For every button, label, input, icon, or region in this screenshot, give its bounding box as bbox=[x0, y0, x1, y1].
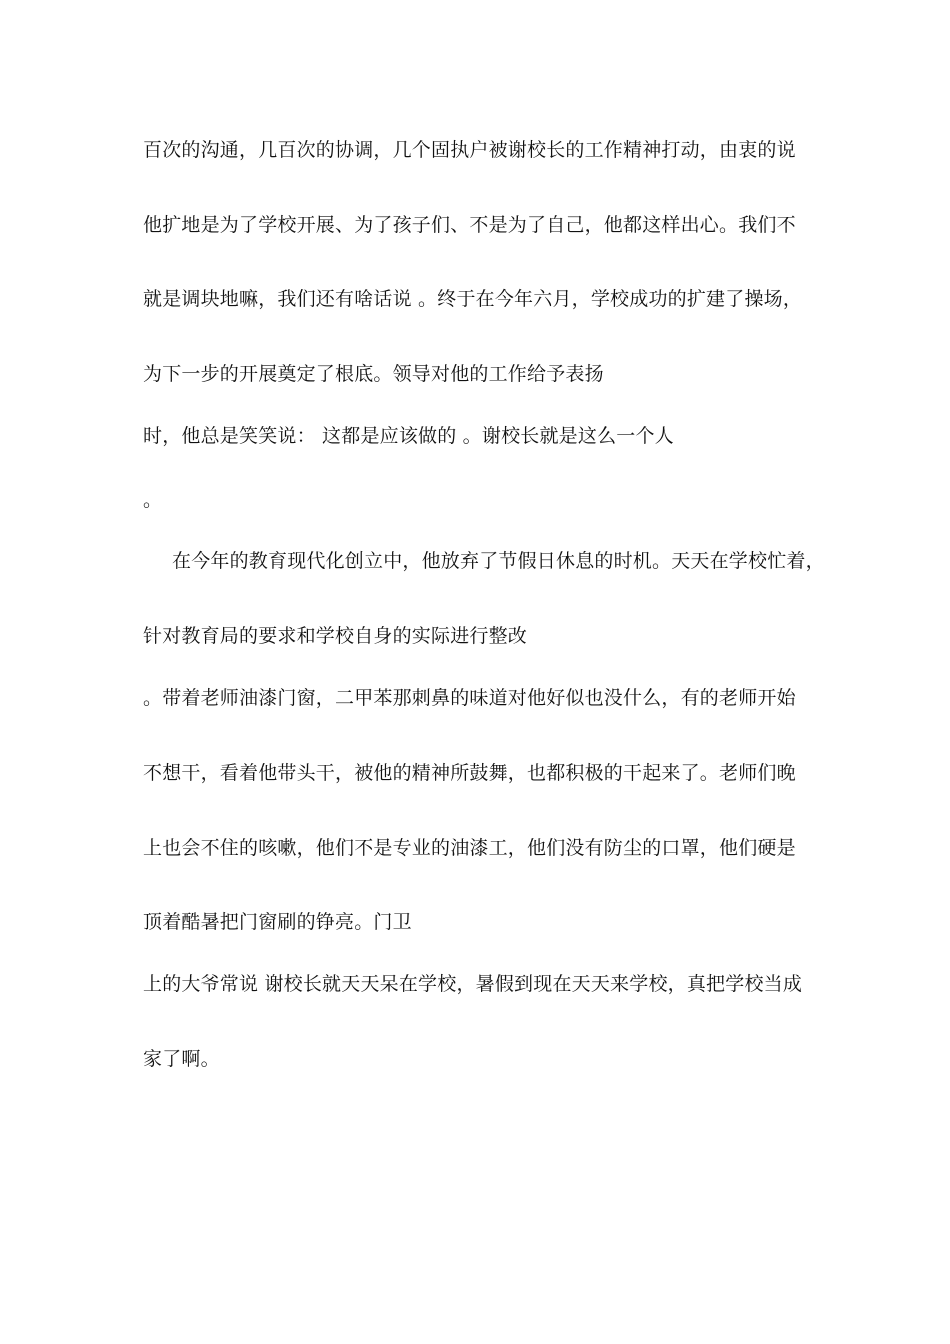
text-line: 时，他总是笑笑说： 这都是应该做的 。谢校长就是这么一个人 bbox=[143, 425, 674, 447]
text-line: 就是调块地嘛，我们还有啥话说 。终于在今年六月，学校成功的扩建了操场， bbox=[143, 288, 803, 310]
text-line: 百次的沟通，几百次的协调，几个固执户被谢校长的工作精神打动，由衷的说 bbox=[143, 139, 796, 161]
text-line: 。带着老师油漆门窗，二甲苯那刺鼻的味道对他好似也没什么，有的老师开始 bbox=[143, 687, 796, 709]
text-line: 为下一步的开展奠定了根底。领导对他的工作给予表扬 bbox=[143, 363, 604, 385]
text-line: 针对教育局的要求和学校自身的实际进行整改 bbox=[143, 625, 528, 647]
text-line: 。 bbox=[143, 489, 163, 511]
text-line: 不想干，看着他带头干，被他的精神所鼓舞，也都积极的干起来了。老师们晚 bbox=[143, 762, 796, 784]
text-line: 上也会不住的咳嗽，他们不是专业的油漆工，他们没有防尘的口罩，他们硬是 bbox=[143, 837, 796, 859]
text-line: 上的大爷常说 谢校长就天天呆在学校，暑假到现在天天来学校，真把学校当成 bbox=[143, 973, 803, 995]
text-line: 他扩地是为了学校开展、为了孩子们、不是为了自己，他都这样出心。我们不 bbox=[143, 214, 796, 236]
text-line: 顶着酷暑把门窗刷的铮亮。门卫 bbox=[143, 911, 412, 933]
paragraph-first-line: 在今年的教育现代化创立中，他放弃了节假日休息的时机。天天在学校忙着， bbox=[172, 550, 825, 572]
text-line: 家了啊。 bbox=[143, 1048, 220, 1070]
